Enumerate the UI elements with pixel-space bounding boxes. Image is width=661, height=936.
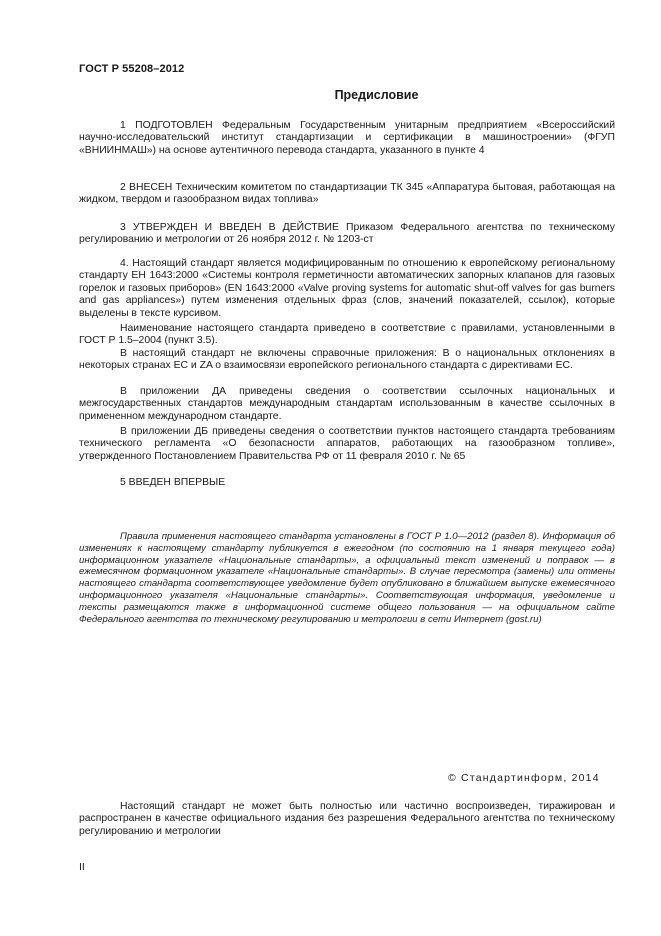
paragraph-4-annex-da: В приложении ДА приведены сведения о соответствии ссылочных национальных и межгосударственных стандартов международным стандартам использованным в качестве ссылочных в примененном международном стандарте. (79, 386, 615, 422)
paragraph-2-introduced: 2 ВНЕСЕН Техническим комитетом по стандартизации ТК 345 «Аппаратура бытовая, работающая на жидком, твердом и газообразном видах топлива» (79, 182, 615, 206)
legal-notice: Настоящий стандарт не может быть полностью или частично воспроизведен, тиражирован и распространен в качестве официального издания без разрешения Федерального агентства по техническому регулированию и метрологии (79, 801, 615, 837)
paragraph-4-name: Наименование настоящего стандарта приведено в соответствие с правилами, установленными в ГОСТ Р 1.5–2004 (пункт 3.5). (79, 323, 615, 347)
paragraph-1-prepared: 1 ПОДГОТОВЛЕН Федеральным Государственным унитарным предприятием «Всероссийский научно-исследовательский институт стандартизации и сертификации в машиностроении» (ФГУП «ВНИИНМАШ») на основе аутентичного перевода стандарта, указанного в пункте 4 (79, 120, 615, 156)
paragraph-5-first-introduced: 5 ВВЕДЕН ВПЕРВЫЕ (120, 477, 226, 488)
paragraph-4-annexes-excluded: В настоящий стандарт не включены справочные приложения: В о национальных отклонениях в некоторых странах ЕС и ZA о взаимосвязи европейского регионального стандарта с директивами ЕС. (79, 348, 615, 372)
paragraph-3-approved: 3 УТВЕРЖДЕН И ВВЕДЕН В ДЕЙСТВИЕ Приказом Федерального агентства по техническому регулированию и метрологии от 26 ноября 2012 г. № 1203-ст (79, 222, 615, 246)
page-number: II (79, 861, 85, 873)
application-rules-note: Правила применения настоящего стандарта установлены в ГОСТ Р 1.0—2012 (раздел 8). Информация об изменениях к настоящему стандарту публикуется в ежегодном (по состоянию на 1 января текущего года) информационном указателе «Национальные стандарты», а официальный текст изменений и поправок — в ежемесячном формационном указателе «Национальные стандарты». В случае пересмотра (замены) или отмены настоящего стандарта соответствующее уведомление будет опубликовано в ближайшем выпуске ежемесячного информационного указателя «Национальные стандарты». Соответствующая информация, уведомление и тексты размещаются также в информационной системе общего пользования — на официальном сайте Федерального агентства по техническому регулированию и метрологии в сети Интернет (gost.ru) (79, 531, 615, 625)
standard-id-header: ГОСТ Р 55208–2012 (79, 63, 185, 75)
paragraph-4-annex-db: В приложении ДБ приведены сведения о соответствии пунктов настоящего стандарта требованиям технического регламента «О безопасности аппаратов, работающих на газообразном топливе», утвержденного Постановлением Правительства РФ от 11 февраля 2010 г. № 65 (79, 426, 615, 462)
page-title: Предисловие (334, 88, 419, 102)
paragraph-4-modified: 4. Настоящий стандарт является модифицированным по отношению к европейскому региональному стандарту ЕН 1643:2000 «Системы контроля герметичности автоматических запорных клапанов для газовых горелок и газовых приборов» (EN 1643:2000 «Valve proving systems for automatic shut-off valves for gas burners and gas appliances») путем изменения отдельных фраз (слов, значений показателей, ссылок), которые выделены в тексте курсивом. (79, 258, 615, 319)
copyright-line: © Стандартинформ, 2014 (448, 772, 600, 784)
